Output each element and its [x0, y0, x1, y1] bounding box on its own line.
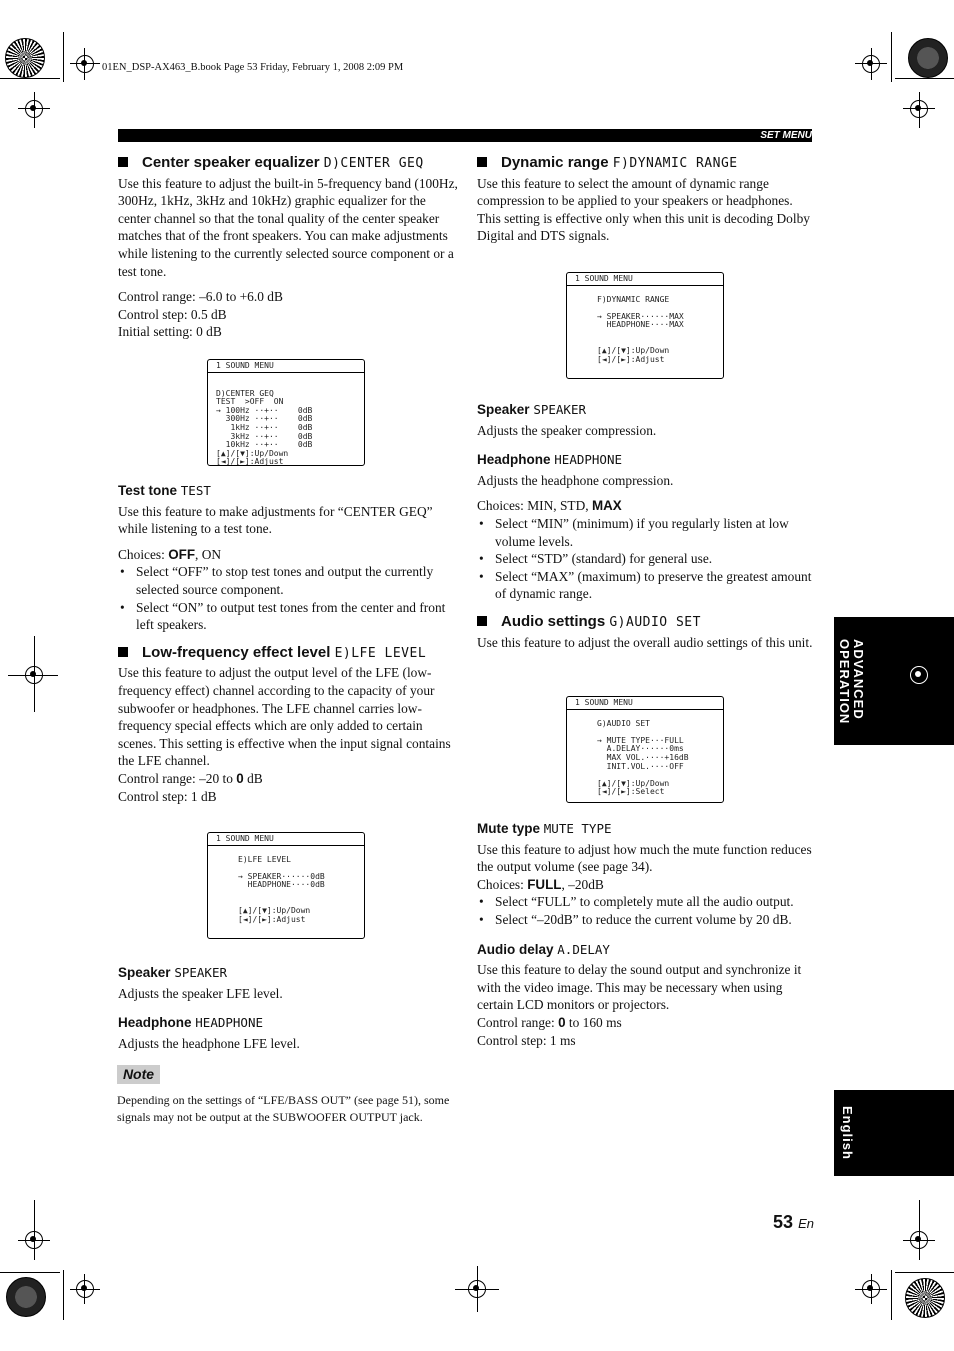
heading-text: Audio settings	[501, 612, 606, 630]
crop-line	[0, 78, 60, 79]
choices-default: OFF	[168, 546, 195, 562]
paragraph: Use this feature to delay the sound output and synchronize it with the video image. This may be necessary when using certain LCD monitors or projectors.	[477, 962, 802, 1013]
print-mark-top-left	[5, 38, 45, 78]
registration-line	[18, 108, 50, 109]
choices-default: MAX	[591, 498, 622, 514]
registration-line	[70, 63, 100, 64]
registration-line	[84, 1274, 85, 1304]
choices-default: FULL	[527, 876, 562, 892]
right-column	[477, 154, 815, 253]
square-bullet-icon	[118, 157, 128, 167]
subheading-text: Speaker	[477, 402, 530, 417]
registration-line	[903, 1240, 935, 1241]
lcd-label: A.DELAY	[557, 941, 610, 957]
subheading-text: Mute type	[477, 821, 541, 836]
subheading-audio-delay	[477, 941, 815, 959]
choices-prefix: Choices:	[118, 546, 169, 562]
left-column	[118, 154, 458, 341]
bullet-list	[477, 893, 815, 928]
right-column-3	[477, 808, 815, 1049]
square-bullet-icon	[477, 616, 487, 626]
screen-title: 1 SOUND MENU	[567, 697, 723, 710]
subheading-text: Headphone	[477, 452, 551, 468]
crop-line	[891, 32, 892, 82]
crop-line	[63, 1270, 64, 1320]
page-number	[773, 1212, 814, 1233]
note-text: Depending on the settings of “LFE/BASS OUT” (see page 51), some signals may not be output at the SUBWOOFER OUTPUT jack.	[117, 1093, 450, 1124]
lcd-screen-audio-settings	[566, 696, 724, 803]
page-language: En	[798, 1216, 814, 1231]
lcd-screen-dynamic-range	[566, 272, 724, 379]
subheading-test-tone	[118, 482, 458, 500]
subheading-mute-type	[477, 820, 815, 838]
registration-line	[919, 92, 920, 128]
print-mark-top-right	[908, 38, 948, 78]
subheading-speaker	[477, 401, 815, 419]
crop-line	[0, 1272, 60, 1273]
choices	[118, 546, 458, 564]
choices-rest: , ON	[195, 546, 222, 562]
registration-line	[34, 92, 35, 128]
registration-line	[919, 1200, 920, 1260]
list-item: • Select “FULL” to completely mute all the audio output.	[495, 893, 815, 911]
registration-mark	[74, 53, 96, 75]
side-tab-text: English	[840, 1106, 855, 1160]
range-default: 0	[236, 770, 244, 786]
subheading-text: Headphone	[118, 1015, 192, 1031]
screen-title: 1 SOUND MENU	[208, 833, 364, 846]
bullet-list	[118, 563, 458, 633]
note-label: Note	[117, 1065, 160, 1084]
lcd-label: HEADPHONE	[554, 452, 623, 468]
lcd-label: SPEAKER	[174, 965, 227, 980]
screen-body: D)CENTER GEQ TEST >OFF ON → 100Hz ··+·· 0dB 300Hz ··+·· 0dB 1kHz ··+·· 0dB 3kHz ··+·· 0dB 10kHz ··+·· 0dB [▲]/[▼]:Up/Down [◄]/[►]:Adjust	[216, 388, 313, 467]
control-step: Control step: 1 ms	[477, 1032, 576, 1048]
file-header: 01EN_DSP-AX463_B.book Page 53 Friday, February 1, 2008 2:09 PM	[102, 62, 404, 73]
lcd-screen-center-eq	[207, 359, 365, 466]
subheading-text: Test tone	[118, 483, 178, 498]
crop-line	[891, 1270, 892, 1320]
list-item: • Select “MIN” (minimum) if you regularly listen at low volume levels.	[495, 515, 815, 550]
list-item: • Select “MAX” (maximum) to preserve the greatest amount of dynamic range.	[495, 568, 815, 603]
screen-body: E)LFE LEVEL → SPEAKER······0dB HEADPHONE····0dB [▲]/[▼]:Up/Down [◄]/[►]:Adjust	[238, 854, 325, 924]
heading-text: Low-frequency effect level	[142, 643, 331, 661]
registration-line	[84, 48, 85, 80]
left-column-2	[118, 470, 458, 805]
control-step: Control step: 1 dB	[118, 788, 217, 804]
print-mark-bottom-right	[905, 1278, 945, 1318]
crop-line	[895, 1272, 954, 1273]
paragraph: Use this feature to adjust the built-in 5-frequency band (100Hz, 300Hz, 1kHz, 3kHz and 10kHz) graphic equalizer for the center channel so that the tonal quality of the center speaker matches that of the front speakers. You can make adjustments while listening to the currently selected source component or a test tone.	[118, 175, 458, 279]
subheading-speaker	[118, 964, 458, 982]
control-range	[477, 1014, 815, 1032]
list-item: • Select “OFF” to stop test tones and output the currently selected source component.	[136, 563, 458, 598]
list-item: • Select “STD” (standard) for general use.	[495, 550, 815, 568]
paragraph: Use this feature to adjust the output level of the LFE (low-frequency effect) channel according to the capacity of your subwoofer or headphones. The LFE channel carries low-frequency special effects which are only added to certain scenes. This setting is effective when the input signal contains the LFE channel.	[118, 665, 451, 769]
lcd-label: HEADPHONE	[195, 1015, 264, 1031]
right-column-2	[477, 389, 815, 659]
lcd-label: E)LFE LEVEL	[334, 645, 427, 661]
subheading-headphone	[118, 1014, 458, 1032]
registration-line	[34, 1200, 35, 1260]
lcd-label: MUTE TYPE	[543, 821, 612, 836]
square-bullet-icon	[118, 647, 128, 657]
paragraph: Adjusts the speaker compression.	[477, 422, 657, 438]
side-tab-advanced-operation	[834, 617, 954, 745]
choices-prefix: Choices:	[477, 876, 528, 892]
registration-line	[70, 1289, 100, 1290]
side-tab-english	[834, 1090, 954, 1176]
registration-line	[903, 108, 935, 109]
left-column-3	[118, 952, 458, 1060]
range-prefix: Control range: –20 to	[118, 770, 237, 786]
lcd-screen-lfe	[207, 832, 365, 939]
screen-body: G)AUDIO SET → MUTE TYPE···FULL A.DELAY······0ms MAX VOL.····+16dB INIT.VOL.····OFF [▲]/[▼]:Up/Down [◄]/[►]:Select	[597, 718, 689, 797]
paragraph: Use this feature to adjust how much the mute function reduces the output volume (see page 34).	[477, 841, 812, 875]
range-prefix: Control range:	[477, 1014, 559, 1030]
choices	[477, 497, 815, 515]
section-heading-lfe	[118, 644, 458, 663]
lcd-label: G)AUDIO SET	[609, 614, 701, 630]
control-step: Control step: 0.5 dB	[118, 306, 227, 322]
header-label: SET MENU	[760, 130, 812, 141]
screen-title: 1 SOUND MENU	[567, 273, 723, 286]
lcd-label: SPEAKER	[533, 402, 586, 417]
subheading-text: Speaker	[118, 965, 171, 980]
square-bullet-icon	[477, 157, 487, 167]
lcd-label: F)DYNAMIC RANGE	[612, 156, 738, 171]
list-item: • Select “–20dB” to reduce the current volume by 20 dB.	[495, 911, 815, 929]
heading-text: Dynamic range	[501, 154, 609, 171]
registration-line	[34, 636, 35, 712]
registration-line	[871, 1274, 872, 1304]
lcd-label: TEST	[180, 483, 211, 498]
paragraph: Use this feature to adjust the overall audio settings of this unit.	[477, 634, 813, 650]
list-item: • Select “ON” to output test tones from the center and front left speakers.	[136, 599, 458, 634]
choices-rest: , –20dB	[561, 876, 604, 892]
paragraph: Adjusts the headphone LFE level.	[118, 1035, 300, 1051]
registration-line	[18, 1240, 50, 1241]
subheading-text: Audio delay	[477, 941, 554, 957]
registration-mark	[908, 664, 930, 686]
lcd-label: D)CENTER GEQ	[323, 156, 424, 171]
section-heading-audio-settings	[477, 613, 815, 632]
side-tab-text: ADVANCED	[851, 639, 866, 720]
range-default: 0	[558, 1014, 566, 1030]
registration-line	[477, 1266, 478, 1312]
paragraph: Adjusts the speaker LFE level.	[118, 985, 283, 1001]
page-number-value: 53	[773, 1212, 794, 1232]
range-rest: to 160 ms	[565, 1014, 622, 1030]
paragraph: Use this feature to make adjustments for “CENTER GEQ” while listening to a test tone.	[118, 503, 433, 537]
screen-title: 1 SOUND MENU	[208, 360, 364, 373]
paragraph: Use this feature to select the amount of dynamic range compression to be applied to your speakers or headphones. This setting is effective only when this unit is decoding Dolby Digital and DTS signals.	[477, 175, 810, 244]
choices-prefix: Choices: MIN, STD,	[477, 498, 592, 514]
control-range	[118, 770, 458, 788]
section-heading-dynamic-range	[477, 154, 815, 173]
range-rest: dB	[243, 770, 263, 786]
print-mark-bottom-left	[6, 1277, 46, 1317]
registration-line	[8, 675, 58, 676]
header-bar	[118, 129, 812, 142]
subheading-headphone	[477, 451, 815, 469]
heading-text: Center speaker equalizer	[142, 154, 320, 171]
registration-line	[871, 48, 872, 80]
initial-setting: Initial setting: 0 dB	[118, 324, 222, 340]
crop-line	[63, 32, 64, 82]
choices	[477, 876, 815, 894]
paragraph: Adjusts the headphone compression.	[477, 472, 674, 488]
side-tab-text: OPERATION	[837, 639, 852, 725]
section-heading-center-eq	[118, 154, 458, 173]
crop-line	[895, 78, 954, 79]
screen-body: F)DYNAMIC RANGE → SPEAKER······MAX HEADPHONE····MAX [▲]/[▼]:Up/Down [◄]/[►]:Adjust	[597, 294, 684, 364]
bullet-list	[477, 515, 815, 603]
control-range: Control range: –6.0 to +6.0 dB	[118, 289, 283, 305]
